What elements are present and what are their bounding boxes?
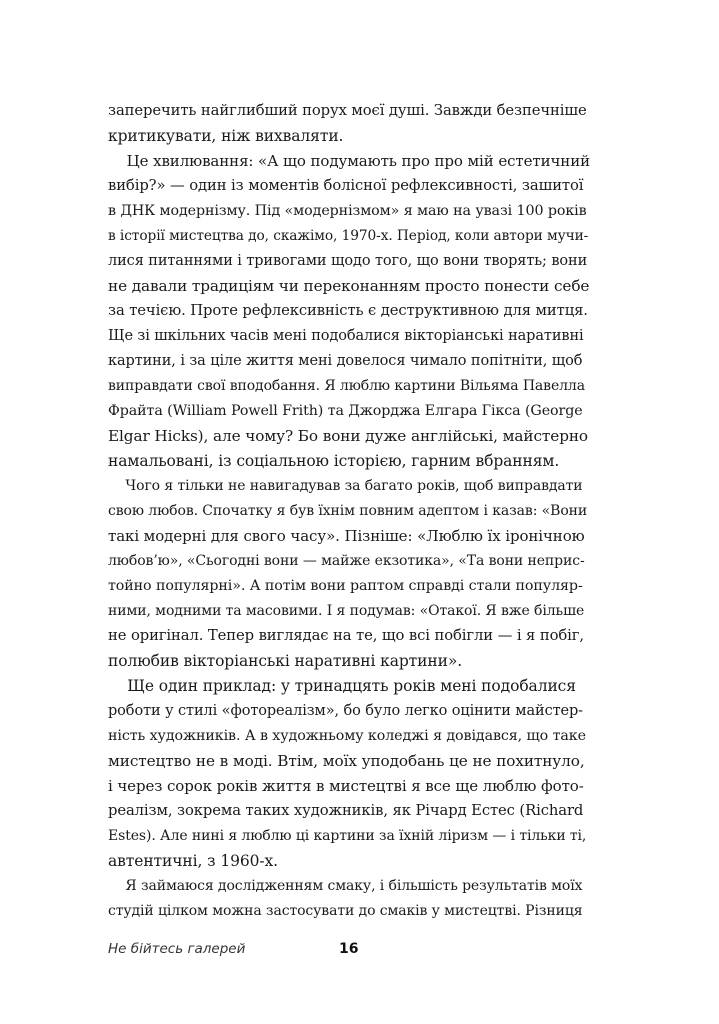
text-line: і через сорок років життя в мистецтві я все ще люблю фото-: [108, 777, 584, 795]
text-line: Estes). Але нині я люблю ці картини за їхній ліризм — і тільки ті,: [108, 828, 587, 844]
text-line: мистецтво не в моді. Втім, моїх уподобань це не похитнуло,: [108, 752, 585, 770]
text-line: автентичні, з 1960-х.: [108, 852, 278, 870]
text-line: Ще зі шкільних часів мені подобалися вікторіанські наративні: [108, 328, 584, 344]
text-line: ність художників. А в художньому коледжі я довідався, що таке: [108, 728, 586, 744]
text-line: в ДНК модернізму. Під «модернізмом» я маю на увазі 100 років: [108, 203, 587, 219]
text-line: такі модерні для свого часу». Пізніше: «Люблю їх іронічною: [108, 527, 585, 545]
text-line: за течією. Проте рефлексивність є деструктивною для митця.: [108, 302, 588, 319]
text-line: картини, і за ціле життя мені довелося чимало попітніти, щоб: [108, 353, 583, 369]
text-line: в історії мистецтва до, скажімо, 1970-х. Період, коли автори мучи-: [108, 228, 589, 244]
text-line: Це хвилювання: «А що подумають про про мій естетичний: [108, 152, 590, 170]
text-line: свою любов. Спочатку я був їхнім повним адептом і казав: «Вони: [108, 503, 588, 519]
text-line: Elgar Hicks), але чому? Бо вони дуже англійські, майстерно: [108, 427, 588, 445]
text-line: ними, модними та масовими. І я подумав: «Отакої. Я вже більше: [108, 603, 585, 619]
text-line: тойно популярні». А потім вони раптом справді стали популяр-: [108, 578, 583, 594]
text-line: полюбив вікторіанські наративні картини».: [108, 652, 463, 670]
text-line: намальовані, із соціальною історією, гарним вбранням.: [108, 452, 560, 470]
text-line: Фрайта (William Powell Frith) та Джорджа Елгара Гікса (George: [108, 403, 583, 419]
text-line: Ще один приклад: у тринадцять років мені подобалися: [108, 677, 576, 695]
text-line: вибір?» — один із моментів болісної рефлексивності, зашитої: [108, 177, 584, 194]
text-line: Я займаюся дослідженням смаку, і більшість результатів моїх: [108, 878, 583, 894]
text-line: реалізм, зокрема таких художників, як Річард Естес (Richard: [108, 802, 584, 819]
text-line: студій цілком можна застосувати до смаків у мистецтві. Різниця: [108, 903, 583, 919]
text-line: лися питаннями і тривогами щодо того, що вони творять; вони: [108, 253, 588, 269]
text-line: не давали традиціям чи переконанням просто понести себе: [108, 277, 590, 295]
text-line: любов’ю», «Сьогодні вони — майже екзотика», «Та вони неприс-: [108, 553, 585, 569]
running-title: Не бійтесь галерей: [108, 941, 246, 957]
text-line: Чого я тільки не навигадував за багато років, щоб виправдати: [108, 478, 583, 494]
text-line: виправдати свої вподобання. Я люблю картини Вільяма Павелла: [108, 378, 585, 394]
text-line: роботи у стилі «фотореалізм», бо було легко оцінити майстер-: [108, 703, 583, 719]
page-number: 16: [339, 941, 359, 957]
text-line: критикувати, ніж вихваляти.: [108, 127, 344, 145]
text-line: заперечить найглибший порух моєї душі. Завжди безпечніше: [108, 102, 587, 119]
text-line: не оригінал. Тепер виглядає на те, що всі побігли — і я побіг,: [108, 627, 584, 644]
